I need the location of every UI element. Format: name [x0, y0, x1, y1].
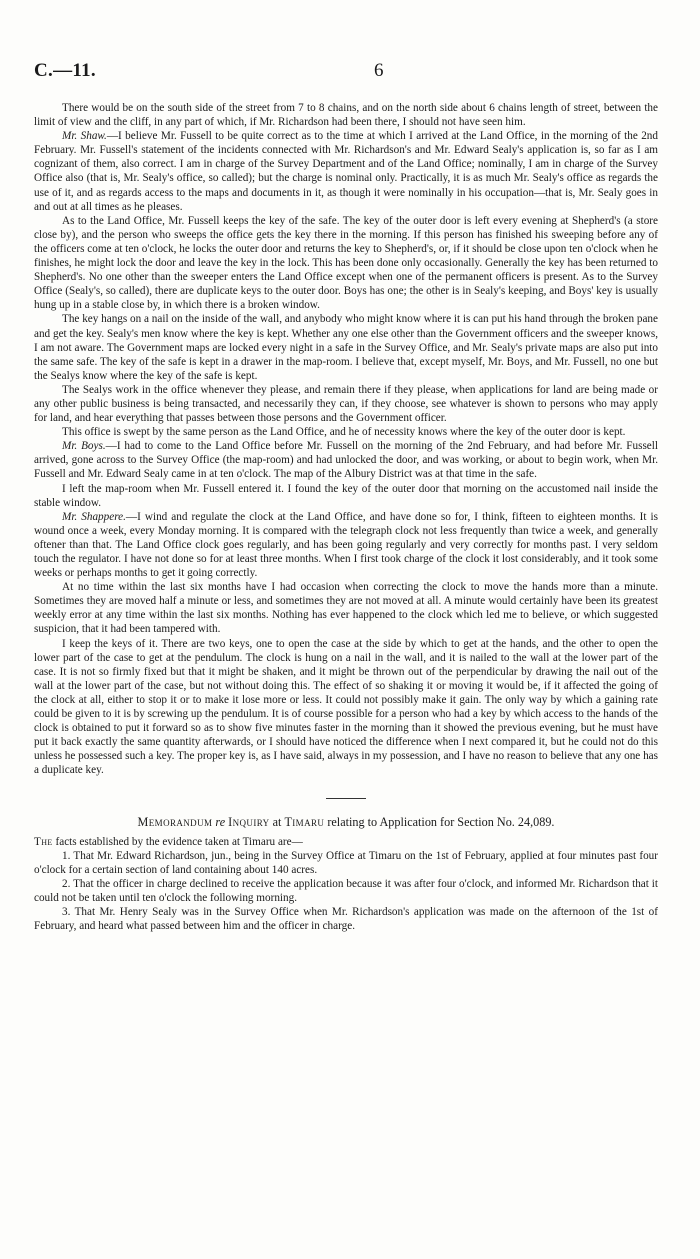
- page-number: 6: [374, 60, 384, 81]
- paragraph: At no time within the last six months have I had occasion when correcting the clock to move the hands more than a minute. Sometimes they are moved half a minute or less, and sometimes they are not moved at all. A minute would certainly have been its greatest weekly error at any time within the last six months. Nothing has ever happened to the clock which led me to believe, or which suggested suspicion, that it had been tampered with.: [34, 581, 658, 636]
- paragraph: As to the Land Office, Mr. Fussell keeps the key of the safe. The key of the outer door is left every evening at Shepherd's (a store close by), and the person who sweeps the office gets the key there in the morning. If this person has finished his sweeping before any of the officers come at ten o'clock, he locks the outer door and returns the key to Shepherd's, or, if it should be close upon ten o'clock when he finishes, he might lock the door and leave the key in the lock. This has been done only occasionally. Generally the key has been returned to Shepherd's. No one other than the sweeper enters the Land Office except when one of the permanent officers is present. As to the Survey Office (Sealy's, so called), there are duplicate keys to the outer door. Boys has one; the other is in Sealy's keeping, and Boys' key is usually hung up in a stable close by, in which there is a broken window.: [34, 214, 658, 312]
- body-text: [34, 101, 658, 933]
- document-code: C.—11.: [34, 60, 96, 81]
- paragraph: I left the map-room when Mr. Fussell entered it. I found the key of the outer door that morning on the accustomed nail inside the stable window.: [34, 482, 658, 509]
- speaker-name: Mr. Shaw.: [62, 130, 107, 143]
- speaker-name: Mr. Boys.: [62, 440, 106, 453]
- paragraph: This office is swept by the same person as the Land Office, and he of necessity knows where the key of the outer door is kept.: [62, 426, 626, 439]
- memorandum-title: Memorandum re Inquiry at Timaru relating to Application for Section No. 24,089.: [137, 814, 555, 829]
- paragraph: The key hangs on a nail on the inside of the wall, and anybody who might know where it is can put his hand through the broken pane and get the key. Sealy's men know where the key is kept. Whether any one else other than the Government officers and the sweeper knows, I am not aware. The Government maps are locked every night in a safe in the Survey Office, and Mr. Sealy's private maps are also put into the same safe. The key of the safe is kept in a drawer in the map-room. I believe that, except myself, Mr. Boys, and Mr. Fussell, no one but the Sealys know where the key of the safe is kept.: [34, 313, 658, 382]
- memorandum-item: 3. That Mr. Henry Sealy was in the Survey Office when Mr. Richardson's application was made on the afternoon of the 1st of February, and heard what passed between him and the officer in charge.: [34, 906, 658, 933]
- speaker-name: Mr. Shappere.: [62, 510, 126, 523]
- paragraph: The Sealys work in the office whenever they please, and remain there if they please, when applications for land are being made or any other public business is being transacted, and necessarily they can, if they choose, see whatever is shown to persons who may apply for land, and hear everything that passes between those persons and the Government officer.: [34, 383, 658, 425]
- paragraph-shappere: Mr. Shappere.—I wind and regulate the clock at the Land Office, and have done so for, I think, fifteen to eighteen months. It is wound once a week, every Monday morning. It is compared with the telegraph clock not less frequently than twice a week, and generally oftener than that. The Land Office clock goes regularly, and has been going regularly and very correctly for months past. I very seldom touch the regulator. I have not done so for at least three months. When I first took charge of the clock it lost considerably, and it took some weeks or perhaps months to get it going correctly.: [34, 510, 658, 580]
- memorandum-intro: The facts established by the evidence taken at Timaru are—: [34, 835, 303, 848]
- page-header: [34, 60, 670, 82]
- paragraph-shaw: Mr. Shaw.—I believe Mr. Fussell to be quite correct as to the time at which I arrived at the Land Office, in the morning of the 2nd February. Mr. Fussell's statement of the incidents connected with Mr. Richardson's and Mr. Edward Sealy's application is, so far as I am cognizant of them, also correct. I am in charge of the Survey Department and of the Land Office; nominally, I am in charge of the Survey Office also (that is, Mr. Sealy's office, so called); but the charge is nominal only. Practically, it is as much Mr. Sealy's office as regards the use of it, and as regards access to the maps and documents in it, as though it were nominally in his occupation—that is, Mr. Sealy goes in and out at all times as he pleases.: [34, 130, 658, 213]
- paragraph: There would be on the south side of the street from 7 to 8 chains, and on the north side about 6 chains length of street, between the limit of view and the cliff, in any part of which, if Mr. Richardson had been there, I should not have seen him.: [34, 102, 658, 129]
- memorandum-item: 1. That Mr. Edward Richardson, jun., being in the Survey Office at Timaru on the 1st of February, applied at four minutes past four o'clock for a certain section of land containing about 140 acres.: [34, 849, 658, 876]
- section-divider: [326, 798, 366, 799]
- paragraph-boys: Mr. Boys.—I had to come to the Land Office before Mr. Fussell on the morning of the 2nd February, and had before Mr. Fussell arrived, gone across to the Survey Office (the map-room) and had unlocked the door, and was working, or about to begin work, when Mr. Fussell and Mr. Edward Sealy came in at ten o'clock. The map of the Albury District was at that time in the safe.: [34, 440, 658, 481]
- memorandum-item: 2. That the officer in charge declined to receive the application because it was after four o'clock, and informed Mr. Richardson that it could not be taken until ten o'clock the following morning.: [34, 877, 658, 904]
- paragraph: I keep the keys of it. There are two keys, one to open the case at the side by which to get at the hands, and the other to open the lower part of the case to get at the pendulum. The clock is hung on a nail in the wall, and it is nailed to the wall at the lower part of the case. It is not so firmly fixed but that it might be shaken, and it might be thrown out of the perpendicular by drawing the nail out of the wall at the lower part of the case, but not without doing this. The effect of so shaking it or moving it would be, if it affected the going of the clock at all, either to stop it or to make it lose more or less. It could not possibly make it gain. The only way by which a gaining rate could be given to it is by screwing up the pendulum. It is of course possible for a person who had a key by which access to the hands of the clock is obtained to put it forward so as to show five minutes faster in the morning than it showed the previous evening, but he must have put it back exactly the same quantity afterwards, or I should have noticed the difference when I next compared it, but he could not do this unless he possessed such a key. The proper key is, as I have said, always in my possession, and I have no reason to believe that any one has a duplicate key.: [34, 637, 658, 777]
